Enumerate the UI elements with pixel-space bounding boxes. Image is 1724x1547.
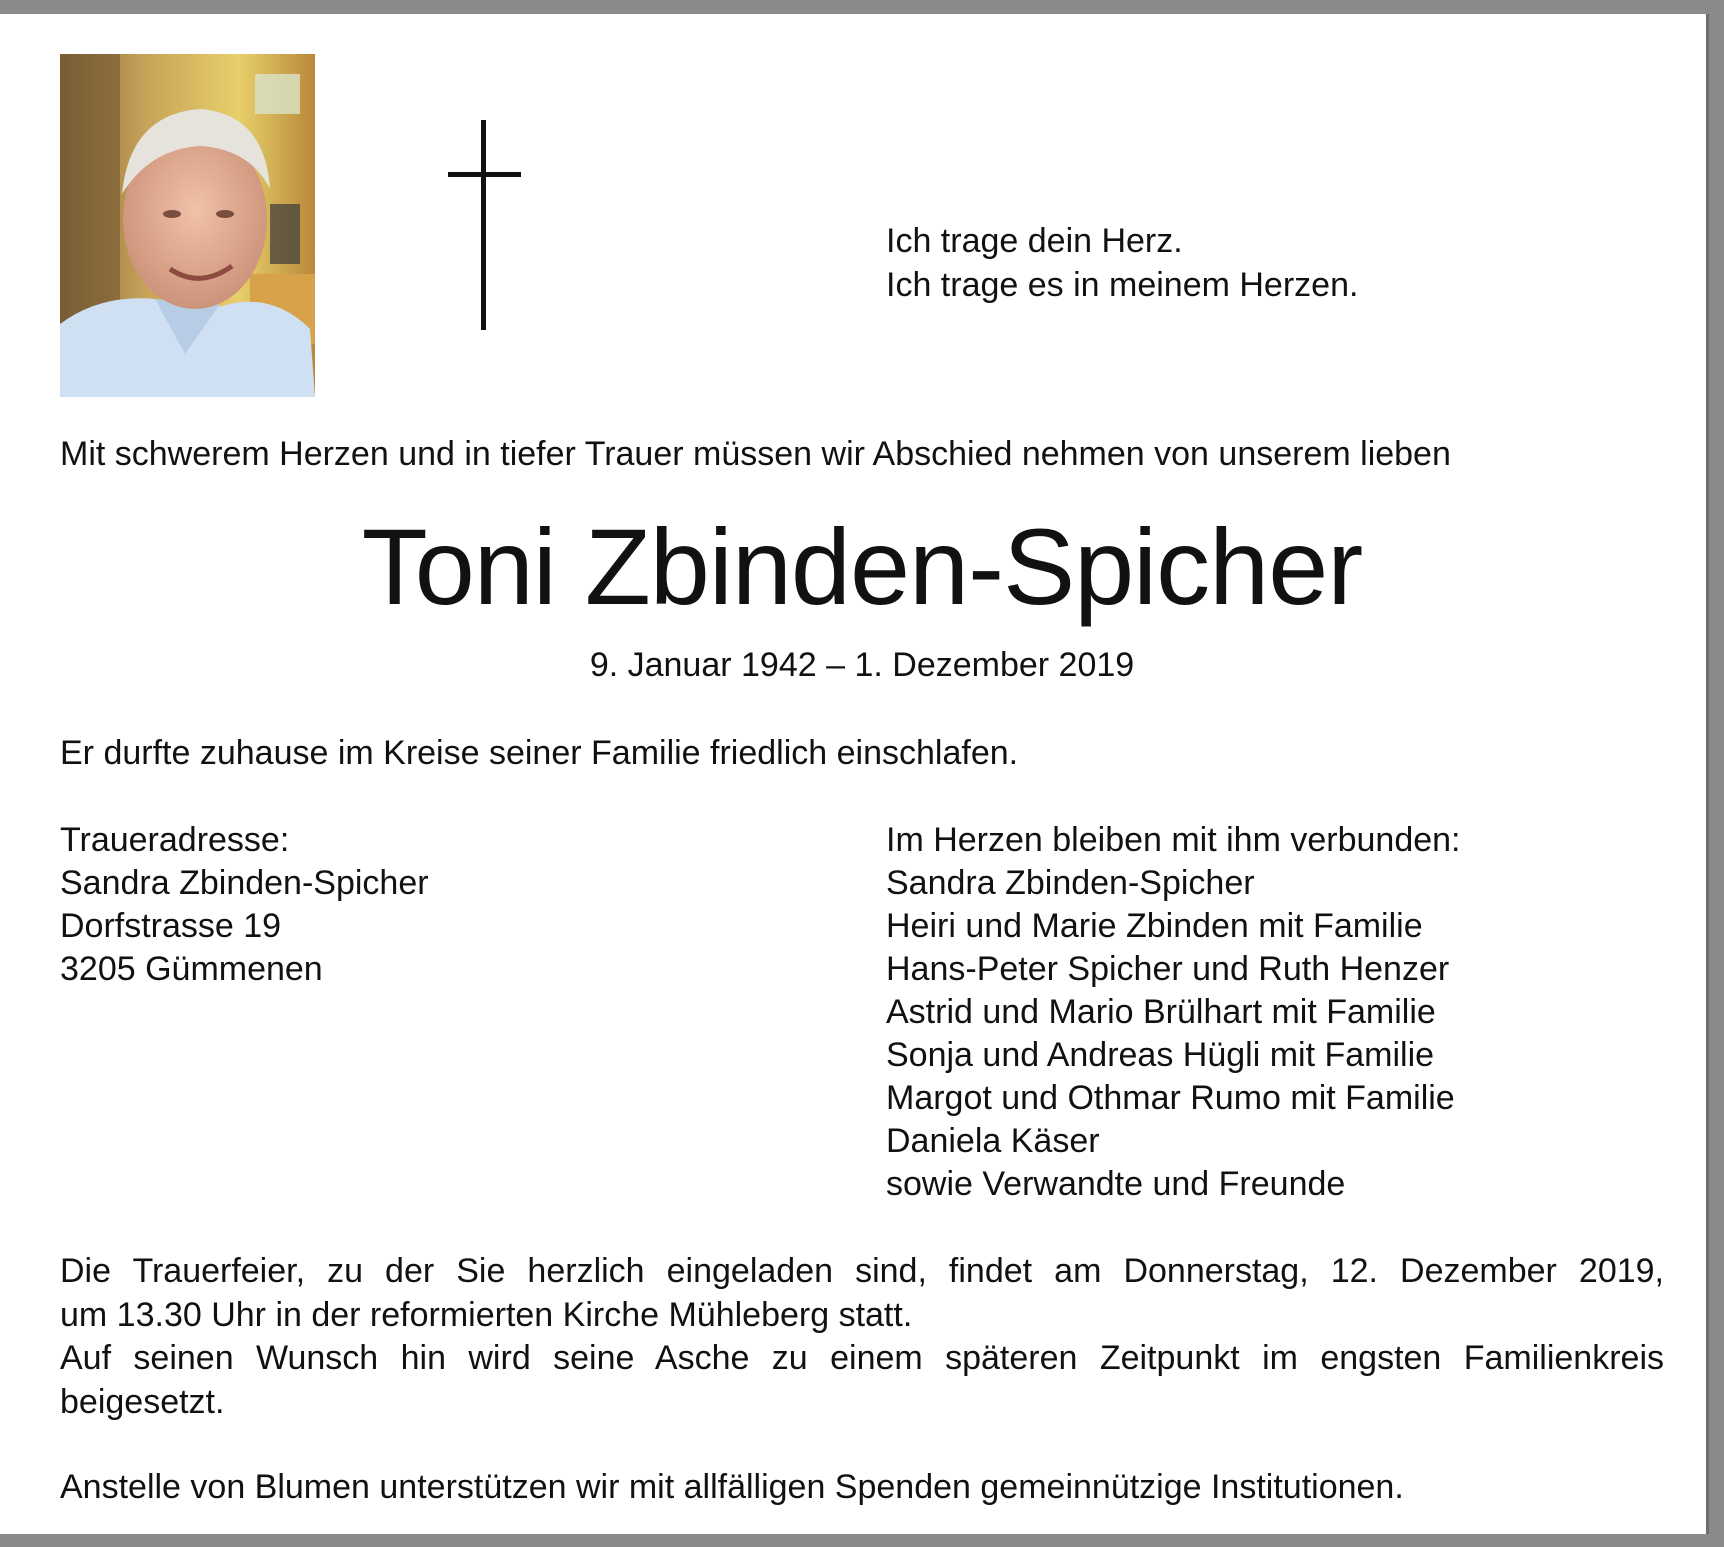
address-line: Sandra Zbinden-Spicher — [60, 864, 429, 902]
bereaved-label: Im Herzen bleiben mit ihm verbunden: — [886, 821, 1461, 859]
bereaved-name: Sonja und Andreas Hügli mit Familie — [886, 1036, 1435, 1074]
intro-text: Mit schwerem Herzen und in tiefer Trauer müssen wir Abschied nehmen von unserem lieben — [60, 435, 1451, 473]
funeral-info — [60, 1250, 1664, 1424]
donation-note: Anstelle von Blumen unterstützen wir mit allfälligen Spenden gemeinnützige Institutionen. — [60, 1468, 1404, 1506]
bereaved-name: sowie Verwandte und Freunde — [886, 1165, 1346, 1203]
address-line: Dorfstrasse 19 — [60, 907, 282, 945]
passing-note: Er durfte zuhause im Kreise seiner Familie friedlich einschlafen. — [60, 734, 1019, 772]
portrait-photo — [60, 54, 315, 397]
deceased-name: Toni Zbinden-Spicher — [361, 506, 1363, 627]
bereaved-name: Heiri und Marie Zbinden mit Familie — [886, 907, 1423, 945]
bereaved-name: Sandra Zbinden-Spicher — [886, 864, 1255, 902]
funeral-line: Die Trauerfeier, zu der Sie herzlich eingeladen sind, findet am Donnerstag, 12. Dezember 2019, — [60, 1252, 1664, 1290]
funeral-line: beigesetzt. — [60, 1382, 225, 1421]
bereaved-name: Margot und Othmar Rumo mit Familie — [886, 1079, 1455, 1117]
life-dates: 9. Januar 1942 – 1. Dezember 2019 — [589, 646, 1135, 684]
bereaved-name: Astrid und Mario Brülhart mit Familie — [886, 993, 1436, 1031]
mourning-address-label: Traueradresse: — [60, 821, 290, 859]
cross-icon — [446, 120, 526, 330]
bereaved-name: Daniela Käser — [886, 1122, 1100, 1160]
bereaved-name: Hans-Peter Spicher und Ruth Henzer — [886, 950, 1450, 988]
address-line: 3205 Gümmenen — [60, 950, 323, 988]
motto — [886, 219, 1358, 307]
motto-line: Ich trage es in meinem Herzen. — [886, 266, 1359, 304]
funeral-line: Auf seinen Wunsch hin wird seine Asche zu einem späteren Zeitpunkt im engsten Familienkreis — [60, 1339, 1664, 1377]
funeral-line: um 13.30 Uhr in der reformierten Kirche Mühleberg statt. — [60, 1295, 913, 1334]
bereaved-list — [886, 819, 1461, 1206]
motto-line: Ich trage dein Herz. — [886, 222, 1183, 260]
obituary-notice — [0, 14, 1709, 1534]
mourning-address — [60, 819, 429, 991]
